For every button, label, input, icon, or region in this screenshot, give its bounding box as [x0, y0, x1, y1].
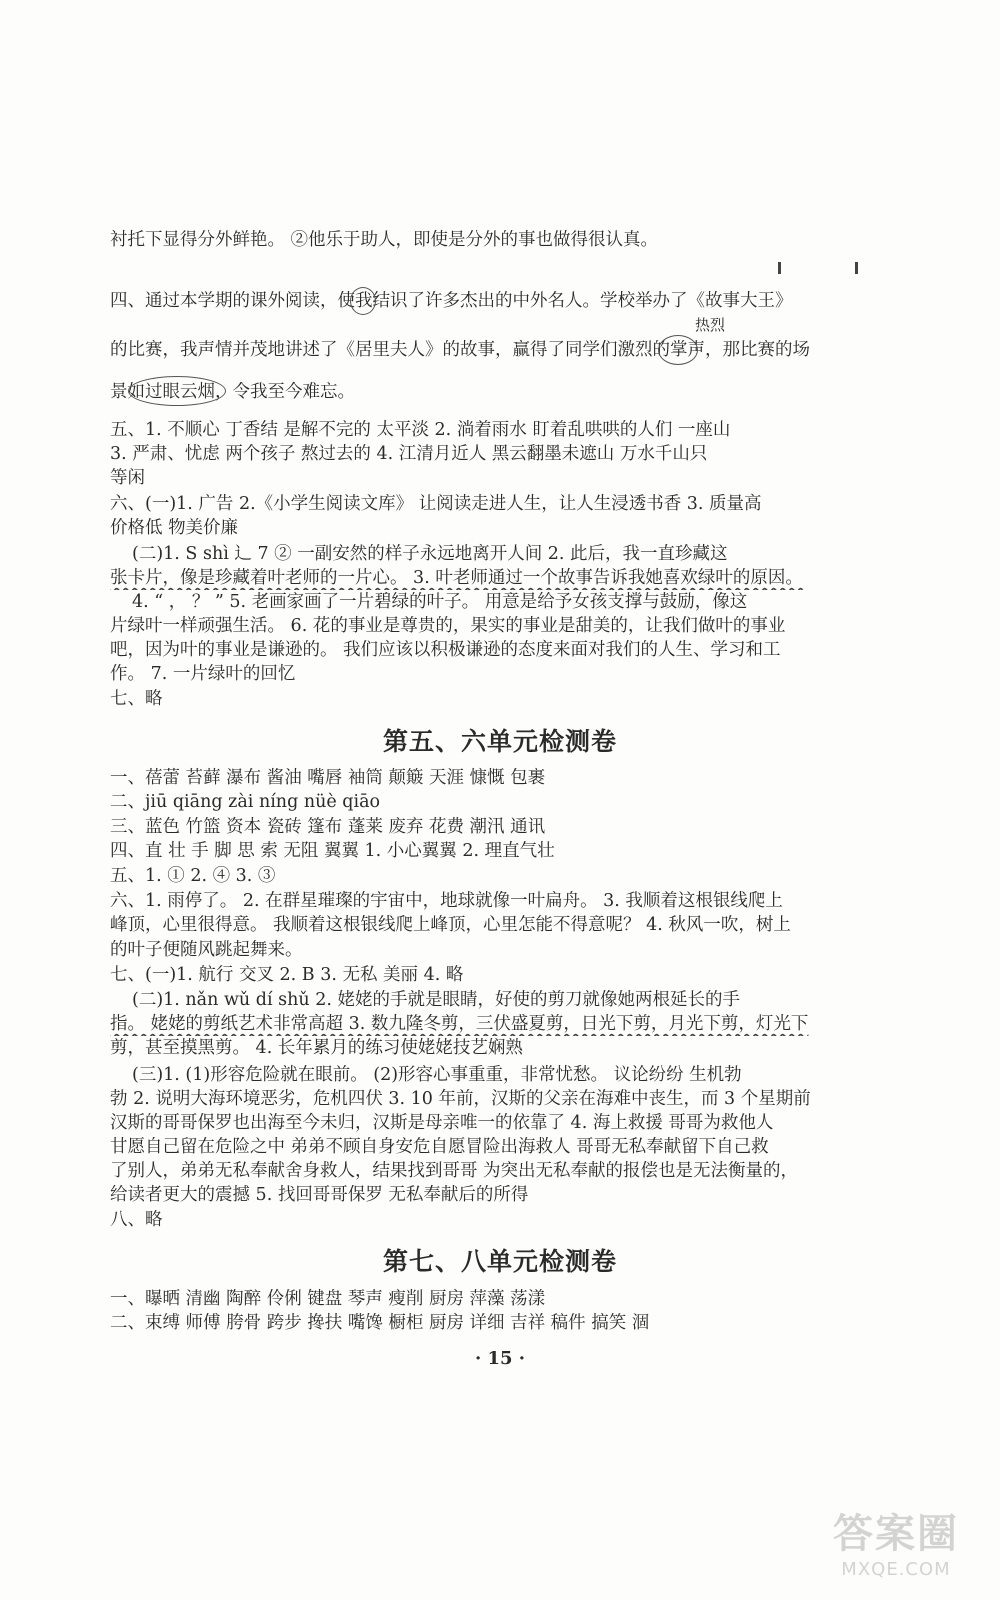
- watermark-url: MXQE.COM: [841, 1559, 951, 1580]
- watermark-logo: 答案圈: [833, 1511, 959, 1557]
- answer-line: 4. “ ， ？ ” 5. 老画家画了一片碧绿的叶子。 用意是给予女孩支撑与鼓励，像这: [132, 592, 748, 612]
- answer-line: 六、(一)1. 广告 2.《小学生阅读文库》 让阅读走进人生，让人生浸透书香 3. 质量高: [110, 494, 762, 514]
- answer-line: 等闲: [110, 468, 145, 488]
- answer-line: 甘愿自己留在危险之中 弟弟不顾自身安危自愿冒险出海救人 哥哥无私奉献留下自己救: [110, 1137, 769, 1157]
- answer-line: 二、束缚 师傅 胯骨 跨步 搀扶 嘴馋 橱柜 厨房 详细 吉祥 稿件 搞笑 涸: [110, 1313, 650, 1333]
- answer-line: 五、1. ① 2. ④ 3. ③: [110, 866, 276, 886]
- answer-line: 的叶子便随风跳起舞来。: [110, 940, 303, 960]
- answer-line: (二)1. S shì 辶 7 ② 一副安然的样子永远地离开人间 2. 此后，我一直珍藏这: [132, 544, 728, 564]
- answer-line: 的比赛，我声情并茂地讲述了《居里夫人》的故事，赢得了同学们激烈的掌声，那比赛的场: [110, 340, 810, 360]
- page-number: · 15 ·: [474, 1348, 526, 1369]
- answer-line: 二、jiū qiāng zài níng nüè qiāo: [110, 792, 381, 812]
- answer-line: 四、直 壮 手 脚 思 索 无阻 翼翼 1. 小心翼翼 2. 理直气壮: [110, 841, 555, 861]
- answer-line: 一、蓓蕾 苔藓 瀑布 酱油 嘴唇 袖筒 颠簸 天涯 慷慨 包裹: [110, 768, 546, 788]
- correction-circle: [350, 287, 376, 315]
- section-heading: 第七、八单元检测卷: [382, 1247, 617, 1276]
- answer-line: 3. 严肃、忧虑 两个孩子 熬过去的 4. 江清月近人 黑云翻墨未遮山 万水千山只: [110, 444, 708, 464]
- answer-line: (三)1. (1)形容危险就在眼前。 (2)形容心事重重，非常忧愁。 议论纷纷 生机勃: [132, 1065, 742, 1085]
- handwritten-correction: 热烈: [695, 316, 726, 334]
- answer-line: 八、略: [110, 1210, 163, 1230]
- answer-line: 片绿叶一样顽强生活。 6. 花的事业是尊贵的，果实的事业是甜美的，让我们做叶的事业: [110, 616, 786, 636]
- site-watermark: [816, 1502, 976, 1580]
- answer-line: 了别人，弟弟无私奉献舍身救人，结果找到哥哥 为突出无私奉献的报偿也是无法衡量的，: [110, 1161, 799, 1181]
- answer-line: 汉斯的哥哥保罗也出海至今未归，汉斯是母亲唯一的依靠了 4. 海上救援 哥哥为救他人: [110, 1113, 774, 1133]
- answer-line: 张卡片，像是珍藏着叶老师的一片心。 3. 叶老师通过一个故事告诉我她喜欢绿叶的原因。: [110, 568, 803, 588]
- answer-line: 吧，因为叶的事业是谦逊的。 我们应该以积极谦逊的态度来面对我们的人生、学习和工: [110, 640, 781, 660]
- correction-circle: [128, 376, 226, 406]
- answer-line: 勃 2. 说明大海环境恶劣，危机四伏 3. 10 年前，汉斯的父亲在海难中丧生，而 3 个星期前: [110, 1089, 811, 1109]
- answer-line: 六、1. 雨停了。 2. 在群星璀璨的宇宙中，地球就像一叶扁舟。 3. 我顺着这根银线爬上: [110, 891, 783, 911]
- answer-line: 衬托下显得分外鲜艳。 ②他乐于助人，即使是分外的事也做得很认真。: [110, 230, 659, 250]
- correction-mark: [855, 262, 858, 274]
- answer-line: 七、略: [110, 689, 163, 709]
- answer-line: (二)1. nǎn wǔ dí shǔ 2. 姥姥的手就是眼睛，好使的剪刀就像她两根延长的手: [132, 990, 740, 1010]
- answer-line: 三、蓝色 竹篮 资本 瓷砖 篷布 蓬莱 废弃 花费 潮汛 通讯: [110, 817, 546, 837]
- answer-line: 剪，甚至摸黑剪。 4. 长年累月的练习使姥姥技艺娴熟: [110, 1038, 523, 1058]
- section-heading: 第五、六单元检测卷: [382, 727, 617, 756]
- answer-line: 价格低 物美价廉: [110, 518, 239, 538]
- correction-circle: [658, 335, 698, 365]
- answer-line: 作。 7. 一片绿叶的回忆: [110, 664, 296, 684]
- answer-line: 四、通过本学期的课外阅读，使我结识了许多杰出的中外名人。学校举办了《故事大王》: [110, 291, 793, 311]
- answer-line: 峰顶，心里很得意。 我顺着这根银线爬上峰顶，心里怎能不得意呢？ 4. 秋风一吹，树上: [110, 915, 791, 935]
- answer-line: 给读者更大的震撼 5. 找回哥哥保罗 无私奉献后的所得: [110, 1185, 529, 1205]
- answer-line: 五、1. 不顺心 丁香结 是解不完的 太平淡 2. 淌着雨水 盯着乱哄哄的人们 一座山: [110, 420, 731, 440]
- correction-mark: [778, 262, 781, 274]
- answer-line: 一、曝晒 清幽 陶醉 伶俐 键盘 琴声 瘦削 厨房 萍藻 荡漾: [110, 1289, 546, 1309]
- answer-line: 指。 姥姥的剪纸艺术非常高超 3. 数九隆冬剪，三伏盛夏剪，日光下剪，月光下剪，灯光下: [110, 1014, 809, 1034]
- answer-line: 景如过眼云烟，令我至今难忘。: [110, 382, 355, 402]
- answer-line: 七、(一)1. 航行 交叉 2. B 3. 无私 美丽 4. 略: [110, 965, 464, 985]
